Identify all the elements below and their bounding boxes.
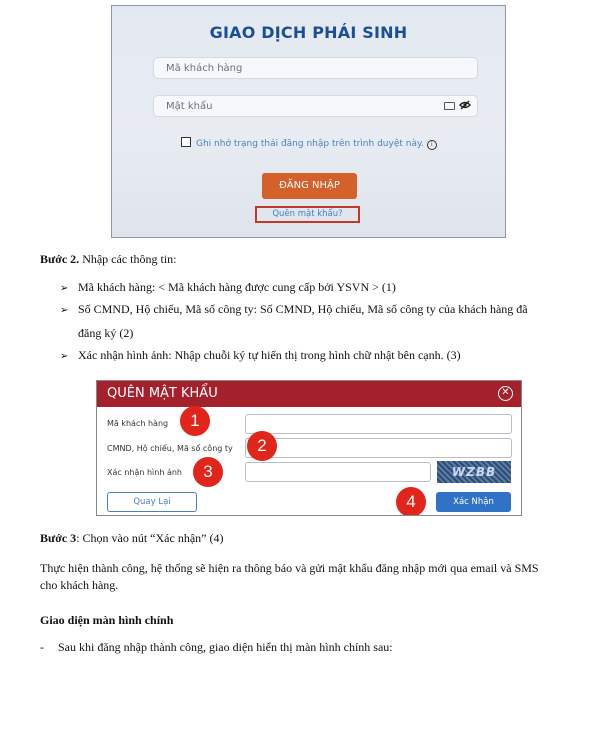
close-icon[interactable]: ✕: [498, 386, 513, 401]
final-text: Sau khi đăng nhập thành công, giao diện hiển thị màn hình chính sau:: [58, 640, 393, 654]
forgot-password-dialog: [96, 380, 522, 516]
success-line-1: Thực hiện thành công, hệ thống sẽ hiện ra thông báo và gửi mật khẩu đăng nhập mới qua email và SMS: [40, 561, 539, 575]
step-badge-4: 4: [396, 487, 426, 516]
login-title: GIAO DỊCH PHÁI SINH: [209, 23, 408, 42]
step2-text: Nhập các thông tin:: [79, 252, 177, 266]
password-input[interactable]: [153, 95, 478, 117]
section-heading: Giao diện màn hình chính: [40, 613, 174, 627]
keyboard-icon[interactable]: [444, 102, 455, 110]
arrow-bullet-icon: ➢: [60, 283, 69, 294]
dialog-header: [97, 381, 521, 407]
forgot-password-link[interactable]: Quên mật khẩu?: [255, 206, 360, 223]
list-item: [60, 276, 396, 300]
step3-label: Bước 3: [40, 531, 77, 545]
customer-code-field[interactable]: [245, 414, 512, 434]
bullet-text-continued: đăng ký (2): [78, 326, 134, 340]
bullet-text: Số CMND, Hộ chiếu, Mã số công ty: Số CMND, Hộ chiếu, Mã số công ty của khách hàng đã: [78, 302, 528, 316]
login-button[interactable]: ĐĂNG NHẬP: [262, 173, 357, 199]
step3-paragraph: [40, 530, 223, 547]
remember-checkbox[interactable]: [181, 137, 191, 147]
id-number-label: CMND, Hộ chiếu, Mã số công ty: [107, 444, 233, 453]
step-badge-3: 3: [193, 457, 223, 487]
login-screenshot: [111, 5, 506, 238]
step-badge-1: 1: [180, 406, 210, 436]
arrow-bullet-icon: ➢: [60, 305, 69, 316]
step2-paragraph: [40, 251, 177, 268]
step3-text: : Chọn vào nút “Xác nhận” (4): [76, 531, 224, 545]
customer-code-input[interactable]: Mã khách hàng: [153, 57, 478, 79]
confirm-button[interactable]: Xác Nhận: [436, 492, 511, 512]
final-paragraph: [40, 639, 393, 656]
step2-label: Bước 2.: [40, 252, 80, 266]
customer-code-label: Mã khách hàng: [107, 419, 169, 428]
password-placeholder: Mật khẩu: [166, 101, 213, 112]
bullet-text: Mã khách hàng: < Mã khách hàng được cung cấp bởi YSVN > (1): [78, 280, 396, 294]
step-badge-2: 2: [247, 431, 277, 461]
captcha-label: Xác nhận hình ảnh: [107, 468, 182, 477]
eye-hidden-icon[interactable]: [459, 100, 471, 113]
captcha-field[interactable]: [245, 462, 431, 482]
remember-label: Ghi nhớ trạng thái đăng nhập trên trình duyệt này.: [196, 139, 424, 149]
success-paragraph: [40, 560, 539, 594]
list-item: [60, 344, 461, 368]
arrow-bullet-icon: ➢: [60, 351, 69, 362]
success-line-2: cho khách hàng.: [40, 578, 119, 592]
back-button[interactable]: Quay Lại: [107, 492, 197, 512]
dialog-title: QUÊN MẬT KHẨU: [107, 386, 218, 401]
list-item: [60, 298, 528, 344]
remember-login-option[interactable]: [181, 137, 437, 150]
bullet-text: Xác nhận hình ảnh: Nhập chuỗi ký tự hiển thị trong hình chữ nhật bên cạnh. (3): [78, 348, 461, 362]
captcha-image: WZBB: [437, 461, 511, 483]
id-number-field[interactable]: [245, 438, 512, 458]
dash-bullet: -: [40, 640, 44, 654]
info-icon[interactable]: i: [427, 140, 437, 150]
